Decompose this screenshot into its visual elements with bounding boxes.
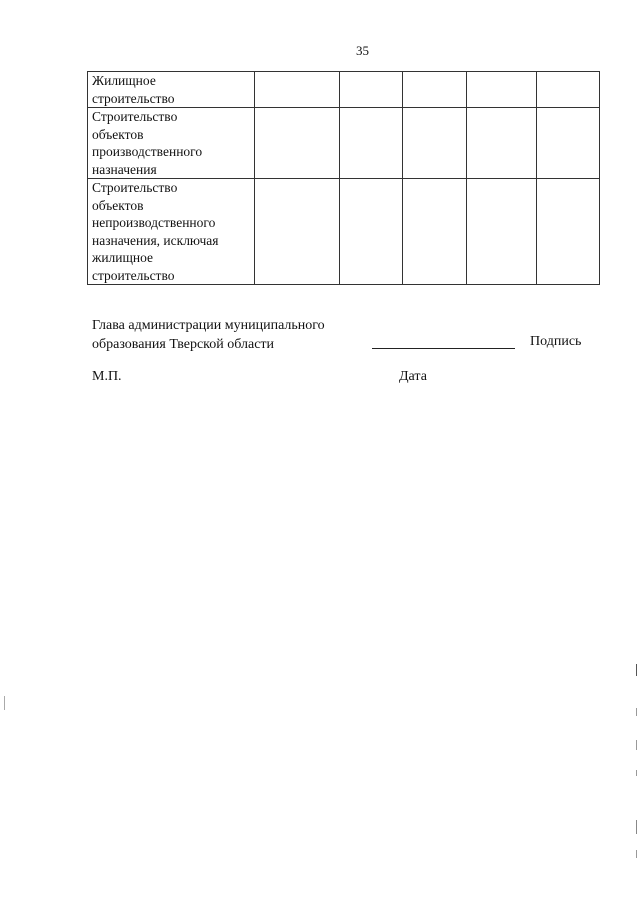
table-cell [467, 108, 537, 179]
row-label-cell [88, 108, 255, 179]
table-cell [340, 179, 403, 285]
signature-caption: Подпись [530, 334, 582, 349]
table-cell [255, 72, 340, 108]
row-label-line: объектов [92, 126, 144, 142]
table-row [88, 179, 600, 285]
row-label-line: Строительство [92, 180, 178, 195]
row-label-line: строительство [92, 267, 175, 283]
signature-block [92, 316, 325, 354]
scan-mark [636, 850, 637, 858]
seal-label: М.П. [92, 369, 122, 384]
table-cell [255, 179, 340, 285]
row-label-line: назначения, исключая [92, 232, 219, 248]
table-cell [537, 108, 600, 179]
row-label-line: назначения [92, 161, 157, 177]
scan-mark [636, 664, 637, 676]
table-body [88, 72, 600, 285]
table-row [88, 72, 600, 108]
row-label-cell [88, 179, 255, 285]
scan-mark [636, 708, 637, 716]
row-label-line: Жилищное [92, 73, 156, 88]
signature-line [372, 348, 515, 349]
table-cell [537, 179, 600, 285]
table-cell [340, 108, 403, 179]
date-label: Дата [399, 369, 427, 384]
page-number: 35 [356, 43, 369, 58]
table-row [88, 108, 600, 179]
table-cell [255, 108, 340, 179]
data-table [87, 71, 600, 285]
row-label-line: непроизводственного [92, 215, 216, 230]
scan-mark [636, 740, 637, 750]
position-line-1: Глава администрации муниципального [92, 318, 325, 333]
table-cell [340, 72, 403, 108]
row-label-line: производственного [92, 144, 203, 159]
table-cell [403, 179, 467, 285]
position-line-2: образования Тверской области [92, 337, 275, 352]
table-cell [537, 72, 600, 108]
table-cell [403, 72, 467, 108]
row-label-line: объектов [92, 197, 144, 213]
table-cell [467, 72, 537, 108]
scan-mark [636, 770, 637, 776]
row-label-line: жилищное [92, 250, 154, 265]
row-label-line: строительство [92, 90, 175, 106]
table-cell [403, 108, 467, 179]
row-label-cell [88, 72, 255, 108]
table-cell [467, 179, 537, 285]
row-label-line: Строительство [92, 109, 178, 124]
scan-mark [4, 696, 5, 710]
scan-mark [636, 820, 637, 834]
